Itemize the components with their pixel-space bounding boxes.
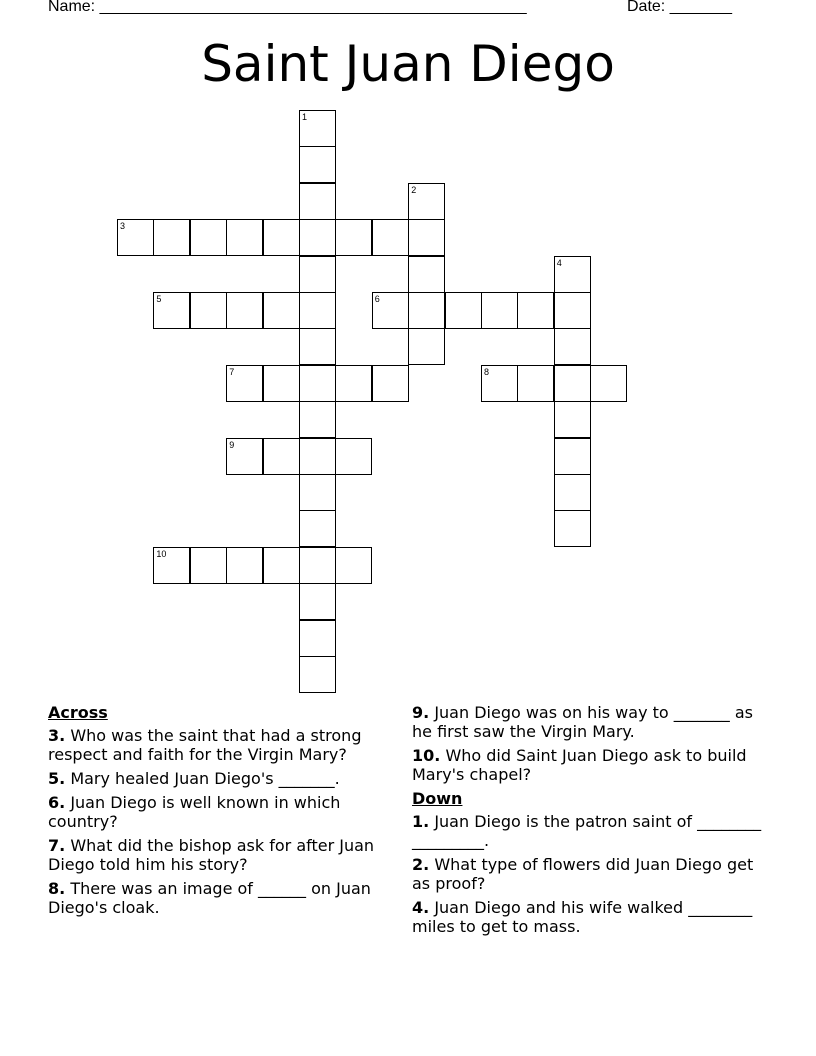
- clue-text: What did the bishop ask for after Juan Diego told him his story?: [48, 836, 375, 874]
- clue-down-2: [412, 855, 772, 893]
- grid-cell[interactable]: [408, 292, 445, 329]
- grid-cell[interactable]: [408, 219, 445, 256]
- grid-cell[interactable]: [263, 438, 300, 475]
- name-field-label: Name: ________________________________________________: [48, 0, 527, 15]
- across-heading: Across: [48, 703, 108, 722]
- grid-cell[interactable]: [299, 292, 336, 329]
- grid-cell[interactable]: [299, 110, 336, 147]
- grid-cell[interactable]: [335, 219, 372, 256]
- grid-cell[interactable]: [299, 183, 336, 220]
- grid-cell[interactable]: [299, 474, 336, 511]
- clue-text: Juan Diego was on his way to _______ as he first saw the Virgin Mary.: [412, 703, 753, 741]
- clue-number: 8.: [48, 879, 66, 898]
- page-title: Saint Juan Diego: [201, 35, 615, 93]
- grid-cell[interactable]: [590, 365, 627, 402]
- grid-cell[interactable]: [554, 438, 591, 475]
- clue-text: What type of flowers did Juan Diego get as proof?: [412, 855, 754, 893]
- grid-cell[interactable]: [372, 292, 409, 329]
- grid-cell[interactable]: [190, 219, 227, 256]
- grid-cell[interactable]: [554, 328, 591, 365]
- grid-cell[interactable]: [299, 510, 336, 547]
- cell-number: 10: [156, 548, 167, 559]
- grid-cell[interactable]: [190, 547, 227, 584]
- grid-cell[interactable]: [554, 292, 591, 329]
- grid-cell[interactable]: [408, 256, 445, 293]
- grid-cell[interactable]: [153, 292, 190, 329]
- grid-cell[interactable]: [263, 292, 300, 329]
- clue-text: Juan Diego and his wife walked ________ miles to get to mass.: [412, 898, 753, 936]
- grid-cell[interactable]: [299, 256, 336, 293]
- grid-cell[interactable]: [226, 438, 263, 475]
- clue-number: 10.: [412, 746, 441, 765]
- cell-number: 3: [120, 221, 126, 232]
- clue-down-4: [412, 898, 772, 936]
- clue-text: Juan Diego is well known in which country?: [48, 793, 341, 831]
- clue-number: 1.: [412, 812, 430, 831]
- grid-cell[interactable]: [153, 547, 190, 584]
- grid-cell[interactable]: [263, 365, 300, 402]
- grid-cell[interactable]: [517, 365, 554, 402]
- grid-cell[interactable]: [372, 219, 409, 256]
- cell-number: 8: [484, 366, 490, 377]
- clue-number: 3.: [48, 726, 66, 745]
- clue-number: 9.: [412, 703, 430, 722]
- grid-cell[interactable]: [299, 219, 336, 256]
- grid-cell[interactable]: [299, 583, 336, 620]
- grid-cell[interactable]: [299, 620, 336, 657]
- cell-number: 7: [229, 366, 235, 377]
- grid-cell[interactable]: [226, 219, 263, 256]
- grid-cell[interactable]: [554, 256, 591, 293]
- grid-cell[interactable]: [226, 292, 263, 329]
- grid-cell[interactable]: [299, 328, 336, 365]
- clues-left-column: [48, 703, 393, 922]
- clue-text: There was an image of ______ on Juan Diego's cloak.: [48, 879, 371, 917]
- grid-cell[interactable]: [408, 328, 445, 365]
- clue-number: 6.: [48, 793, 66, 812]
- grid-cell[interactable]: [445, 292, 482, 329]
- grid-cell[interactable]: [554, 474, 591, 511]
- clue-text: Who was the saint that had a strong respect and faith for the Virgin Mary?: [48, 726, 362, 764]
- grid-cell[interactable]: [299, 656, 336, 693]
- grid-cell[interactable]: [299, 365, 336, 402]
- clue-across-6: [48, 793, 393, 831]
- grid-cell[interactable]: [481, 292, 518, 329]
- clue-across-10: [412, 746, 772, 784]
- cell-number: 2: [411, 184, 417, 195]
- grid-cell[interactable]: [335, 438, 372, 475]
- clue-across-8: [48, 879, 393, 917]
- clue-number: 2.: [412, 855, 430, 874]
- clue-across-9: [412, 703, 772, 741]
- grid-cell[interactable]: [372, 365, 409, 402]
- clue-across-5: [48, 769, 393, 788]
- clue-down-1: [412, 812, 772, 850]
- clue-number: 7.: [48, 836, 66, 855]
- grid-cell[interactable]: [481, 365, 518, 402]
- grid-cell[interactable]: [299, 401, 336, 438]
- grid-cell[interactable]: [554, 510, 591, 547]
- down-heading: Down: [412, 789, 463, 808]
- grid-cell[interactable]: [554, 401, 591, 438]
- clues-right-column: [412, 703, 772, 941]
- grid-cell[interactable]: [517, 292, 554, 329]
- grid-cell[interactable]: [263, 219, 300, 256]
- grid-cell[interactable]: [226, 365, 263, 402]
- clue-number: 4.: [412, 898, 430, 917]
- grid-cell[interactable]: [117, 219, 154, 256]
- grid-cell[interactable]: [335, 547, 372, 584]
- grid-cell[interactable]: [299, 438, 336, 475]
- grid-cell[interactable]: [408, 183, 445, 220]
- cell-number: 9: [229, 439, 235, 450]
- clue-text: Who did Saint Juan Diego ask to build Mary's chapel?: [412, 746, 747, 784]
- grid-cell[interactable]: [226, 547, 263, 584]
- cell-number: 1: [302, 112, 308, 122]
- cell-number: 4: [556, 257, 562, 268]
- clue-number: 5.: [48, 769, 66, 788]
- grid-cell[interactable]: [299, 547, 336, 584]
- grid-cell[interactable]: [299, 146, 336, 183]
- clue-text: Mary healed Juan Diego's _______.: [70, 769, 340, 788]
- clue-across-7: [48, 836, 393, 874]
- date-field-label: Date: _______: [627, 0, 732, 15]
- grid-cell[interactable]: [335, 365, 372, 402]
- grid-cell[interactable]: [554, 365, 591, 402]
- clue-across-3: [48, 726, 393, 764]
- grid-cell[interactable]: [190, 292, 227, 329]
- grid-cell[interactable]: [153, 219, 190, 256]
- grid-cell[interactable]: [263, 547, 300, 584]
- cell-number: 6: [374, 294, 380, 304]
- clue-text: Juan Diego is the patron saint of ________ _________.: [412, 812, 762, 850]
- cell-number: 5: [156, 294, 162, 304]
